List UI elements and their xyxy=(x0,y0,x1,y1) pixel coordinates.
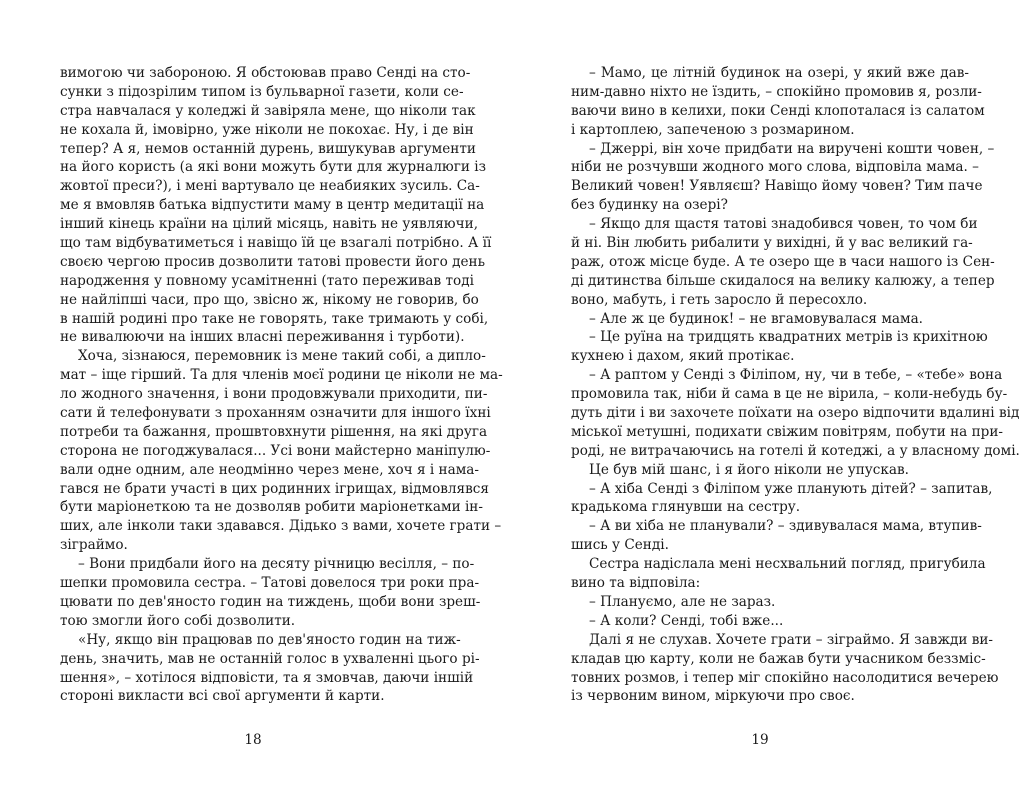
left-page-number: 18 xyxy=(244,732,262,748)
text-line: крадькома глянувши на сестру. xyxy=(571,499,801,516)
left-page-text xyxy=(60,64,503,706)
text-line: гався не брати участі в цих родинних ігрищах, відмовлявся xyxy=(60,480,489,497)
text-line: шись у Сенді. xyxy=(571,537,669,554)
text-line: шення», – хотілося відповісти, та я змовчав, даючи іншій xyxy=(60,669,474,686)
text-line: – Якщо для щастя татові знадобився човен, то чом би xyxy=(589,216,978,233)
text-line: – Джеррі, він хоче придбати на виручені кошти човен, – xyxy=(589,140,995,157)
right-page-text xyxy=(571,64,1020,706)
text-line: стороні викласти всі свої аргументи й карти. xyxy=(60,688,385,705)
text-line: вимогою чи забороною. Я обстоював право Сенді на сто- xyxy=(60,65,471,81)
text-line: народження у повному усамітненні (тато переживав тоді xyxy=(60,272,474,289)
text-line: стра навчалася у коледжі й завіряла мене, що ніколи так xyxy=(60,102,476,119)
text-line: день, значить, мав не останній голос в ухваленні цього рі- xyxy=(60,650,480,667)
text-line: не вивалюючи на інших власні переживання і турботи). xyxy=(60,329,465,346)
text-line: – Це руїна на тридцять квадратних метрів із крихітною xyxy=(589,329,988,346)
text-line: в нашій родині про таке не говорять, таке тримають у собі, xyxy=(60,310,489,327)
text-line: Хоча, зізнаюся, перемовник із мене такий собі, а дипло- xyxy=(78,348,486,365)
text-line: із червоним вином, міркуючи про своє. xyxy=(571,688,855,705)
text-line: що там відбуватиметься і навіщо їй це взагалі потрібно. А її xyxy=(60,235,492,252)
text-line: шепки промовила сестра. – Татові довелося три роки пра- xyxy=(60,575,480,592)
text-line: – Плануємо, але не зараз. xyxy=(589,593,776,610)
text-line: міської метушні, подихати свіжим повітрям, побути на при- xyxy=(571,423,1004,440)
text-line: Сестра надіслала мені несхвальний погляд, пригубила xyxy=(589,556,986,573)
text-line: Це був мій шанс, і я його ніколи не упускав. xyxy=(589,461,909,478)
text-line: воно, мабуть, і геть заросло й пересохло. xyxy=(571,291,868,308)
text-line: ло жодного значення, і вони продовжували приходити, пи- xyxy=(60,386,488,403)
text-line: – А хіба Сенді з Філіпом уже планують дітей? – запитав, xyxy=(589,480,993,497)
text-line: – Але ж це будинок! – не вгамовувалася мама. xyxy=(589,310,924,327)
text-line: ним-давно ніхто не їздить, – спокійно промовив я, розли- xyxy=(571,83,982,100)
text-line: й ні. Він любить рибалити у вихідні, й у вас великий га- xyxy=(571,235,973,252)
text-line: сати й телефонувати з проханням означити для іншого їхні xyxy=(60,405,491,422)
text-line: жовтої преси?), і мені вартувало це неабияких зусиль. Са- xyxy=(60,178,480,195)
text-line: ших, але інколи таки здавався. Дідько з вами, хочете грати – xyxy=(60,518,502,535)
text-line: товних розмов, і тепер міг спокійно насолодитися вечерею xyxy=(571,669,999,686)
text-line: «Ну, якщо він працював по дев'яносто годин на тиж- xyxy=(78,631,461,648)
text-line: ніби не розчувши жодного мого слова, відповіла мама. – xyxy=(571,159,979,176)
text-line: своєю чергою просив дозволити татові провести його день xyxy=(60,253,485,270)
text-line: кладав цю карту, коли не бажав бути учасником беззміс- xyxy=(571,650,986,667)
text-line: мат – іще гірший. Та для членів моєї родини це ніколи не ма- xyxy=(60,367,503,384)
text-line: на його користь (а які вони можуть бути для журналюги із xyxy=(60,159,486,176)
text-line: не кохала й, імовірно, уже ніколи не покохає. Ну, і де він xyxy=(60,121,474,138)
text-line: – А коли? Сенді, тобі вже... xyxy=(589,612,784,629)
text-line: інший кінець країни на цілий місяць, навіть не уявляючи, xyxy=(60,216,479,233)
text-line: без будинку на озері? xyxy=(571,197,728,214)
text-line: ді дитинства більше скидалося на велику калюжу, а тепер xyxy=(571,272,995,289)
text-line: сунки з підозрілим типом із бульварної газети, коли се- xyxy=(60,83,464,100)
text-line: роді, не витрачаючись на готелі й котеджі, а у власному домі. xyxy=(571,442,1020,459)
text-line: сторона не погоджувалася... Усі вони майстерно маніпулю- xyxy=(60,442,491,459)
text-line: – А раптом у Сенді з Філіпом, ну, чи в тебе, – «тебе» вона xyxy=(589,367,1003,384)
text-line: вино та відповіла: xyxy=(571,575,701,592)
text-line: вали одне одним, але неодмінно через мене, хоч я і нама- xyxy=(60,461,479,478)
text-line: ваючи вино в келихи, поки Сенді клопоталася із салатом xyxy=(571,102,985,119)
right-page xyxy=(512,0,1024,788)
text-line: – Вони придбали його на десяту річницю весілля, – по- xyxy=(78,556,475,573)
text-line: промовила так, ніби й сама в це не вірила, – коли-небудь бу- xyxy=(571,386,1008,403)
text-line: потреби та бажання, прошвтовхнути рішення, на які друга xyxy=(60,423,488,440)
text-line: зіграймо. xyxy=(60,537,128,554)
text-line: ме я вмовляв батька відпустити маму в центр медитації на xyxy=(60,197,485,214)
text-line: тою змогли його собі дозволити. xyxy=(60,612,296,629)
text-line: бути маріонеткою та не дозволяв робити маріонетками ін- xyxy=(60,499,483,516)
text-line: кухнею і дахом, який протікає. xyxy=(571,348,795,365)
text-line: дуть діти і ви захочете поїхати на озеро відпочити вдалині від xyxy=(571,405,1020,422)
text-line: раж, отож місце буде. А те озеро ще в часи нашого із Сен- xyxy=(571,253,995,270)
right-page-number: 19 xyxy=(751,732,769,748)
text-line: тепер? А я, немов останній дурень, вишукував аргументи xyxy=(60,140,476,157)
text-line: і картоплею, запеченою з розмарином. xyxy=(571,121,855,138)
text-line: не найліпші часи, про що, звісно ж, нікому не говорив, бо xyxy=(60,291,479,308)
text-line: Великий човен! Уявляєш? Навіщо йому човен? Тим паче xyxy=(571,178,983,195)
text-line: цювати по дев'яносто годин на тиждень, щоби вони зреш- xyxy=(60,593,481,610)
text-line: – А ви хіба не планували? – здивувалася мама, втупив- xyxy=(589,518,982,535)
text-line: Далі я не слухав. Хочете грати – зіграймо. Я завжди ви- xyxy=(589,631,994,648)
text-line: – Мамо, це літній будинок на озері, у який вже дав- xyxy=(589,65,969,81)
